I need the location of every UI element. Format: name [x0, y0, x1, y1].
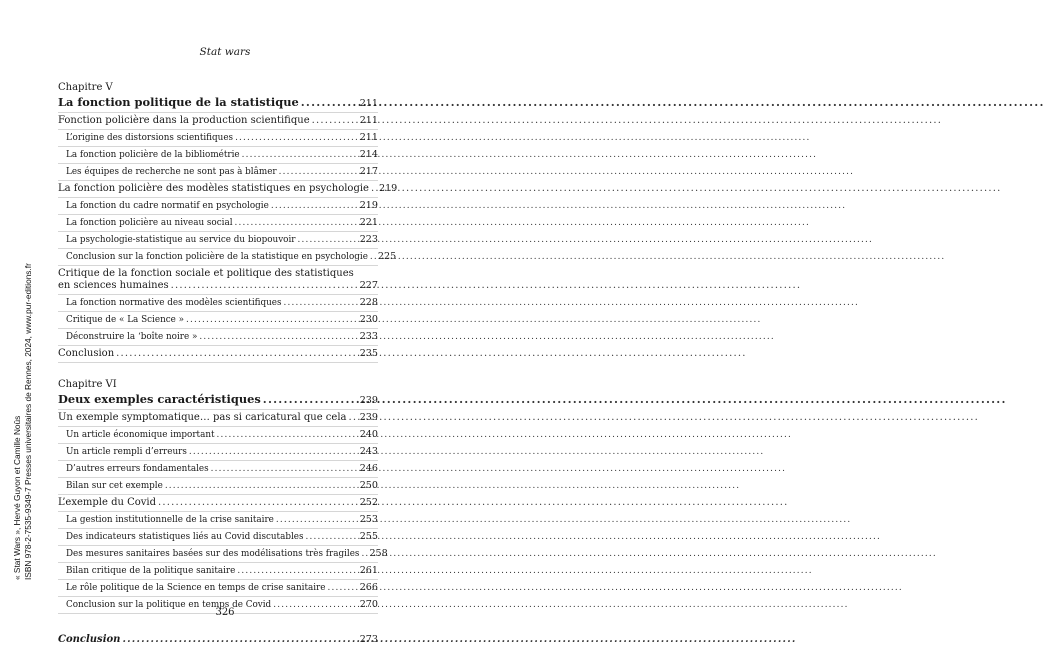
dot-leader — [199, 331, 357, 343]
toc-page-number: 211 — [359, 98, 378, 109]
chapter-section — [58, 80, 398, 363]
toc-page-number: 235 — [359, 348, 378, 359]
toc-page-number: 243 — [359, 446, 378, 457]
toc-page-number: 219 — [359, 200, 378, 211]
toc-entry-label: La fonction policière des modèles statistiques en psychologie — [58, 183, 369, 194]
toc-entry[interactable] — [58, 497, 378, 512]
toc-page-number: 230 — [359, 314, 378, 325]
toc-entry-label-continued: en sciences humaines — [58, 280, 169, 291]
dot-leader — [301, 96, 358, 108]
toc-entry-label: L’origine des distorsions scientifiques — [66, 133, 234, 143]
toc-page-number: 250 — [359, 480, 378, 491]
toc-entry-label: Critique de « La Science » — [66, 315, 185, 325]
toc-entry[interactable] — [58, 412, 378, 427]
toc-entry[interactable] — [58, 314, 378, 329]
copyright-line-2: ISBN 978-2-7535-9349-7 Presses universitaires de Rennes, 2024, www.pur-editions.fr — [22, 263, 33, 580]
dot-leader — [189, 446, 358, 458]
toc-entry[interactable] — [58, 96, 378, 113]
toc-page-number: 227 — [359, 280, 378, 291]
toc-entry-label: La psychologie-statistique au service du biopouvoir — [66, 235, 296, 245]
toc-page-number: 214 — [359, 149, 378, 160]
dot-leader — [370, 251, 376, 263]
toc-page-number: 221 — [359, 217, 378, 228]
dot-leader — [122, 634, 357, 646]
dot-leader — [217, 429, 358, 441]
toc-page-number: 252 — [359, 497, 378, 508]
dot-leader — [271, 200, 358, 212]
toc-page-number: 228 — [359, 297, 378, 308]
toc-page-number: 239 — [359, 395, 378, 406]
dot-leader — [237, 565, 357, 577]
toc-entry-label: Un article économique important — [66, 430, 215, 440]
toc-entry[interactable] — [58, 514, 378, 529]
toc-entry-label: Deux exemples caractéristiques — [58, 392, 261, 406]
toc-entry[interactable] — [58, 565, 378, 580]
toc-entry-label: Déconstruire la ‘boîte noire » — [66, 332, 198, 342]
toc-page-number: 225 — [377, 251, 397, 262]
toc-entry[interactable] — [58, 200, 378, 215]
toc-entry-label: La fonction politique de la statistique — [58, 95, 299, 109]
toc-entry[interactable] — [58, 268, 378, 295]
dot-leader — [371, 183, 377, 195]
toc-page-number: 273 — [359, 634, 378, 645]
toc-entry-label: Le rôle politique de la Science en temps de crise sanitaire — [66, 583, 326, 593]
toc-entry-label: Des mesures sanitaires basées sur des modélisations très fragiles — [66, 549, 360, 559]
toc-entry-label: Fonction policière dans la production scientifique — [58, 115, 310, 126]
dot-leader — [235, 217, 358, 229]
dot-leader — [312, 115, 358, 127]
toc-page-number: 211 — [359, 132, 378, 143]
toc-entry-label: Conclusion sur la politique en temps de Covid — [66, 600, 272, 610]
toc-page-number: 258 — [369, 548, 388, 559]
toc-entry[interactable] — [58, 166, 378, 181]
conclusion-section — [58, 634, 378, 648]
toc-entry-label: Critique de la fonction sociale et politique des statistiques — [58, 268, 354, 279]
toc-entry[interactable] — [58, 331, 378, 346]
toc-entry-label: Bilan critique de la politique sanitaire — [66, 566, 236, 576]
toc-entry[interactable] — [58, 297, 378, 312]
toc-entry[interactable] — [58, 183, 398, 198]
dot-leader — [349, 412, 358, 424]
toc-entry[interactable] — [58, 463, 378, 478]
toc-entry-label: La fonction policière au niveau social — [66, 218, 233, 228]
toc-page-number: 266 — [359, 582, 378, 593]
toc-entry-label: Les équipes de recherche ne sont pas à blâmer — [66, 167, 277, 177]
dot-leader — [211, 463, 358, 475]
toc-entry[interactable] — [58, 132, 378, 147]
toc-entry[interactable] — [58, 217, 378, 232]
toc-page-number: 239 — [359, 412, 378, 423]
toc-entry-label: La fonction normative des modèles scientifiques — [66, 298, 282, 308]
toc-entry[interactable] — [58, 582, 378, 597]
toc-entry-label: L’exemple du Covid — [58, 497, 157, 508]
dot-leader — [306, 531, 358, 543]
toc-entry[interactable] — [58, 115, 378, 130]
toc-entry-label: Conclusion — [58, 634, 121, 645]
toc-entry-label: Un exemple symptomatique… pas si caricatural que cela — [58, 412, 347, 423]
toc-entry-label: Conclusion sur la fonction policière de la statistique en psychologie — [66, 252, 368, 262]
toc-page-number: 217 — [359, 166, 378, 177]
toc-page-number: 253 — [359, 514, 378, 525]
dot-leader — [297, 234, 357, 246]
toc-entry-label: D’autres erreurs fondamentales — [66, 464, 209, 474]
toc-page-number: 270 — [359, 599, 378, 610]
toc-entry[interactable] — [58, 149, 378, 164]
dot-leader — [242, 149, 358, 161]
dot-leader — [263, 393, 358, 405]
page-number: 326 — [215, 607, 235, 618]
toc-entry-label: La gestion institutionnelle de la crise sanitaire — [66, 515, 274, 525]
toc-entry[interactable] — [58, 480, 378, 495]
dot-leader — [276, 514, 358, 526]
dot-leader — [284, 297, 358, 309]
dot-leader — [158, 497, 358, 509]
toc-page-number: 240 — [359, 429, 378, 440]
dot-leader — [361, 548, 367, 560]
toc-entry[interactable] — [58, 531, 378, 546]
dot-leader — [116, 348, 358, 360]
toc-page-number: 246 — [359, 463, 378, 474]
toc-entry[interactable] — [58, 429, 378, 444]
running-head: Stat wars — [199, 46, 251, 58]
toc-page-number: 261 — [359, 565, 378, 576]
dot-leader — [186, 314, 358, 326]
copyright-note — [12, 263, 33, 580]
chapter-label: Chapitre V — [58, 82, 113, 93]
toc-page-number: 223 — [359, 234, 378, 245]
toc-entry[interactable] — [58, 251, 397, 266]
toc-entry-label: Un article rempli d’erreurs — [66, 447, 187, 457]
toc-entry[interactable] — [58, 393, 378, 410]
table-of-contents — [58, 80, 398, 650]
toc-entry[interactable] — [58, 446, 378, 461]
copyright-line-1: « Stat Wars », Hervé Guyon et Camille Noûs — [12, 415, 22, 580]
toc-entry[interactable] — [58, 634, 378, 648]
toc-page-number: 233 — [359, 331, 378, 342]
dot-leader — [279, 166, 358, 178]
toc-entry-label: La fonction policière de la bibliométrie — [66, 150, 240, 160]
toc-entry-label: Des indicateurs statistiques liés au Covid discutables — [66, 532, 304, 542]
chapter-label: Chapitre VI — [58, 379, 117, 390]
chapter-section — [58, 377, 388, 614]
dot-leader — [171, 280, 358, 292]
toc-entry[interactable] — [58, 548, 388, 563]
toc-entry-label: La fonction du cadre normatif en psychologie — [66, 201, 269, 211]
dot-leader — [165, 480, 358, 492]
toc-entry-label: Bilan sur cet exemple — [66, 481, 163, 491]
toc-page-number: 211 — [359, 115, 378, 126]
toc-page-number: 219 — [378, 183, 398, 194]
dot-leader — [235, 132, 358, 144]
toc-entry[interactable] — [58, 348, 378, 363]
dot-leader — [327, 582, 357, 594]
toc-entry[interactable] — [58, 234, 378, 249]
toc-page-number: 255 — [359, 531, 378, 542]
toc-entry-label: Conclusion — [58, 348, 115, 359]
